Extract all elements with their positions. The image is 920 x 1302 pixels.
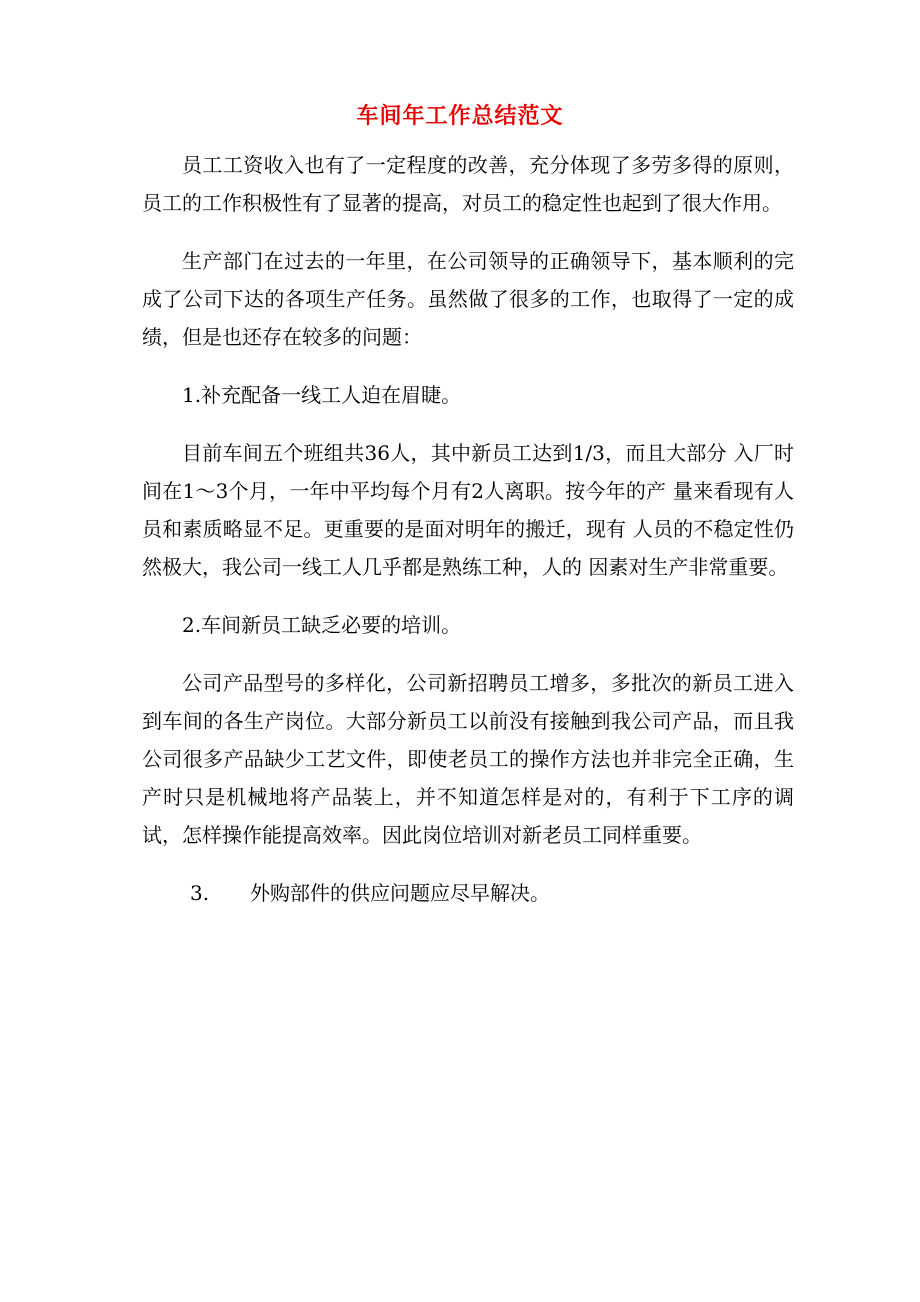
- heading-workers: 1.补充配备一线工人迫在眉睫。: [182, 383, 462, 407]
- paragraph-production-summary: 生产部门在过去的一年里，在公司领导的正确领导下，基本顺利的完成了公司下达的各项生产任务。虽然做了很多的工作，也取得了一定的成绩，但是也还存在较多的问题：: [142, 249, 794, 349]
- heading-supply-number: 3.: [190, 881, 210, 905]
- heading-supply-text: 外购部件的供应问题应尽早解决。: [250, 881, 550, 905]
- paragraph-training: 公司产品型号的多样化，公司新招聘员工增多，多批次的新员工进入到车间的各生产岗位。大部分新员工以前没有接触到我公司产品，而且我公司很多产品缺少工艺文件，即使老员工的操作方法也并非完全正确，生产时只是机械地将产品装上，并不知道怎样是对的，有利于下工序的调试，怎样操作能提高效率。因此岗位培训对新老员工同样重要。: [142, 671, 794, 847]
- heading-supply: [142, 874, 794, 912]
- paragraph-workers: 目前车间五个班组共36人，其中新员工达到1/3，而且大部分 入厂时间在1〜3个月，一年中平均每个月有2人离职。按今年的产 量来看现有人员和素质略显不足。更重要的是面对明年的搬迁，现有 人员的不稳定性仍然极大，我公司一线工人几乎都是熟练工种，人的 因素对生产非常重要。: [142, 441, 794, 579]
- heading-training: 2.车间新员工缺乏必要的培训。: [182, 613, 462, 637]
- document-title: 车间年工作总结范文: [356, 103, 564, 129]
- document-body: [142, 146, 794, 912]
- paragraph-income: 员工工资收入也有了一定程度的改善，充分体现了多劳多得的原则，员工的工作积极性有了显著的提高，对员工的稳定性也起到了很大作用。: [142, 153, 794, 215]
